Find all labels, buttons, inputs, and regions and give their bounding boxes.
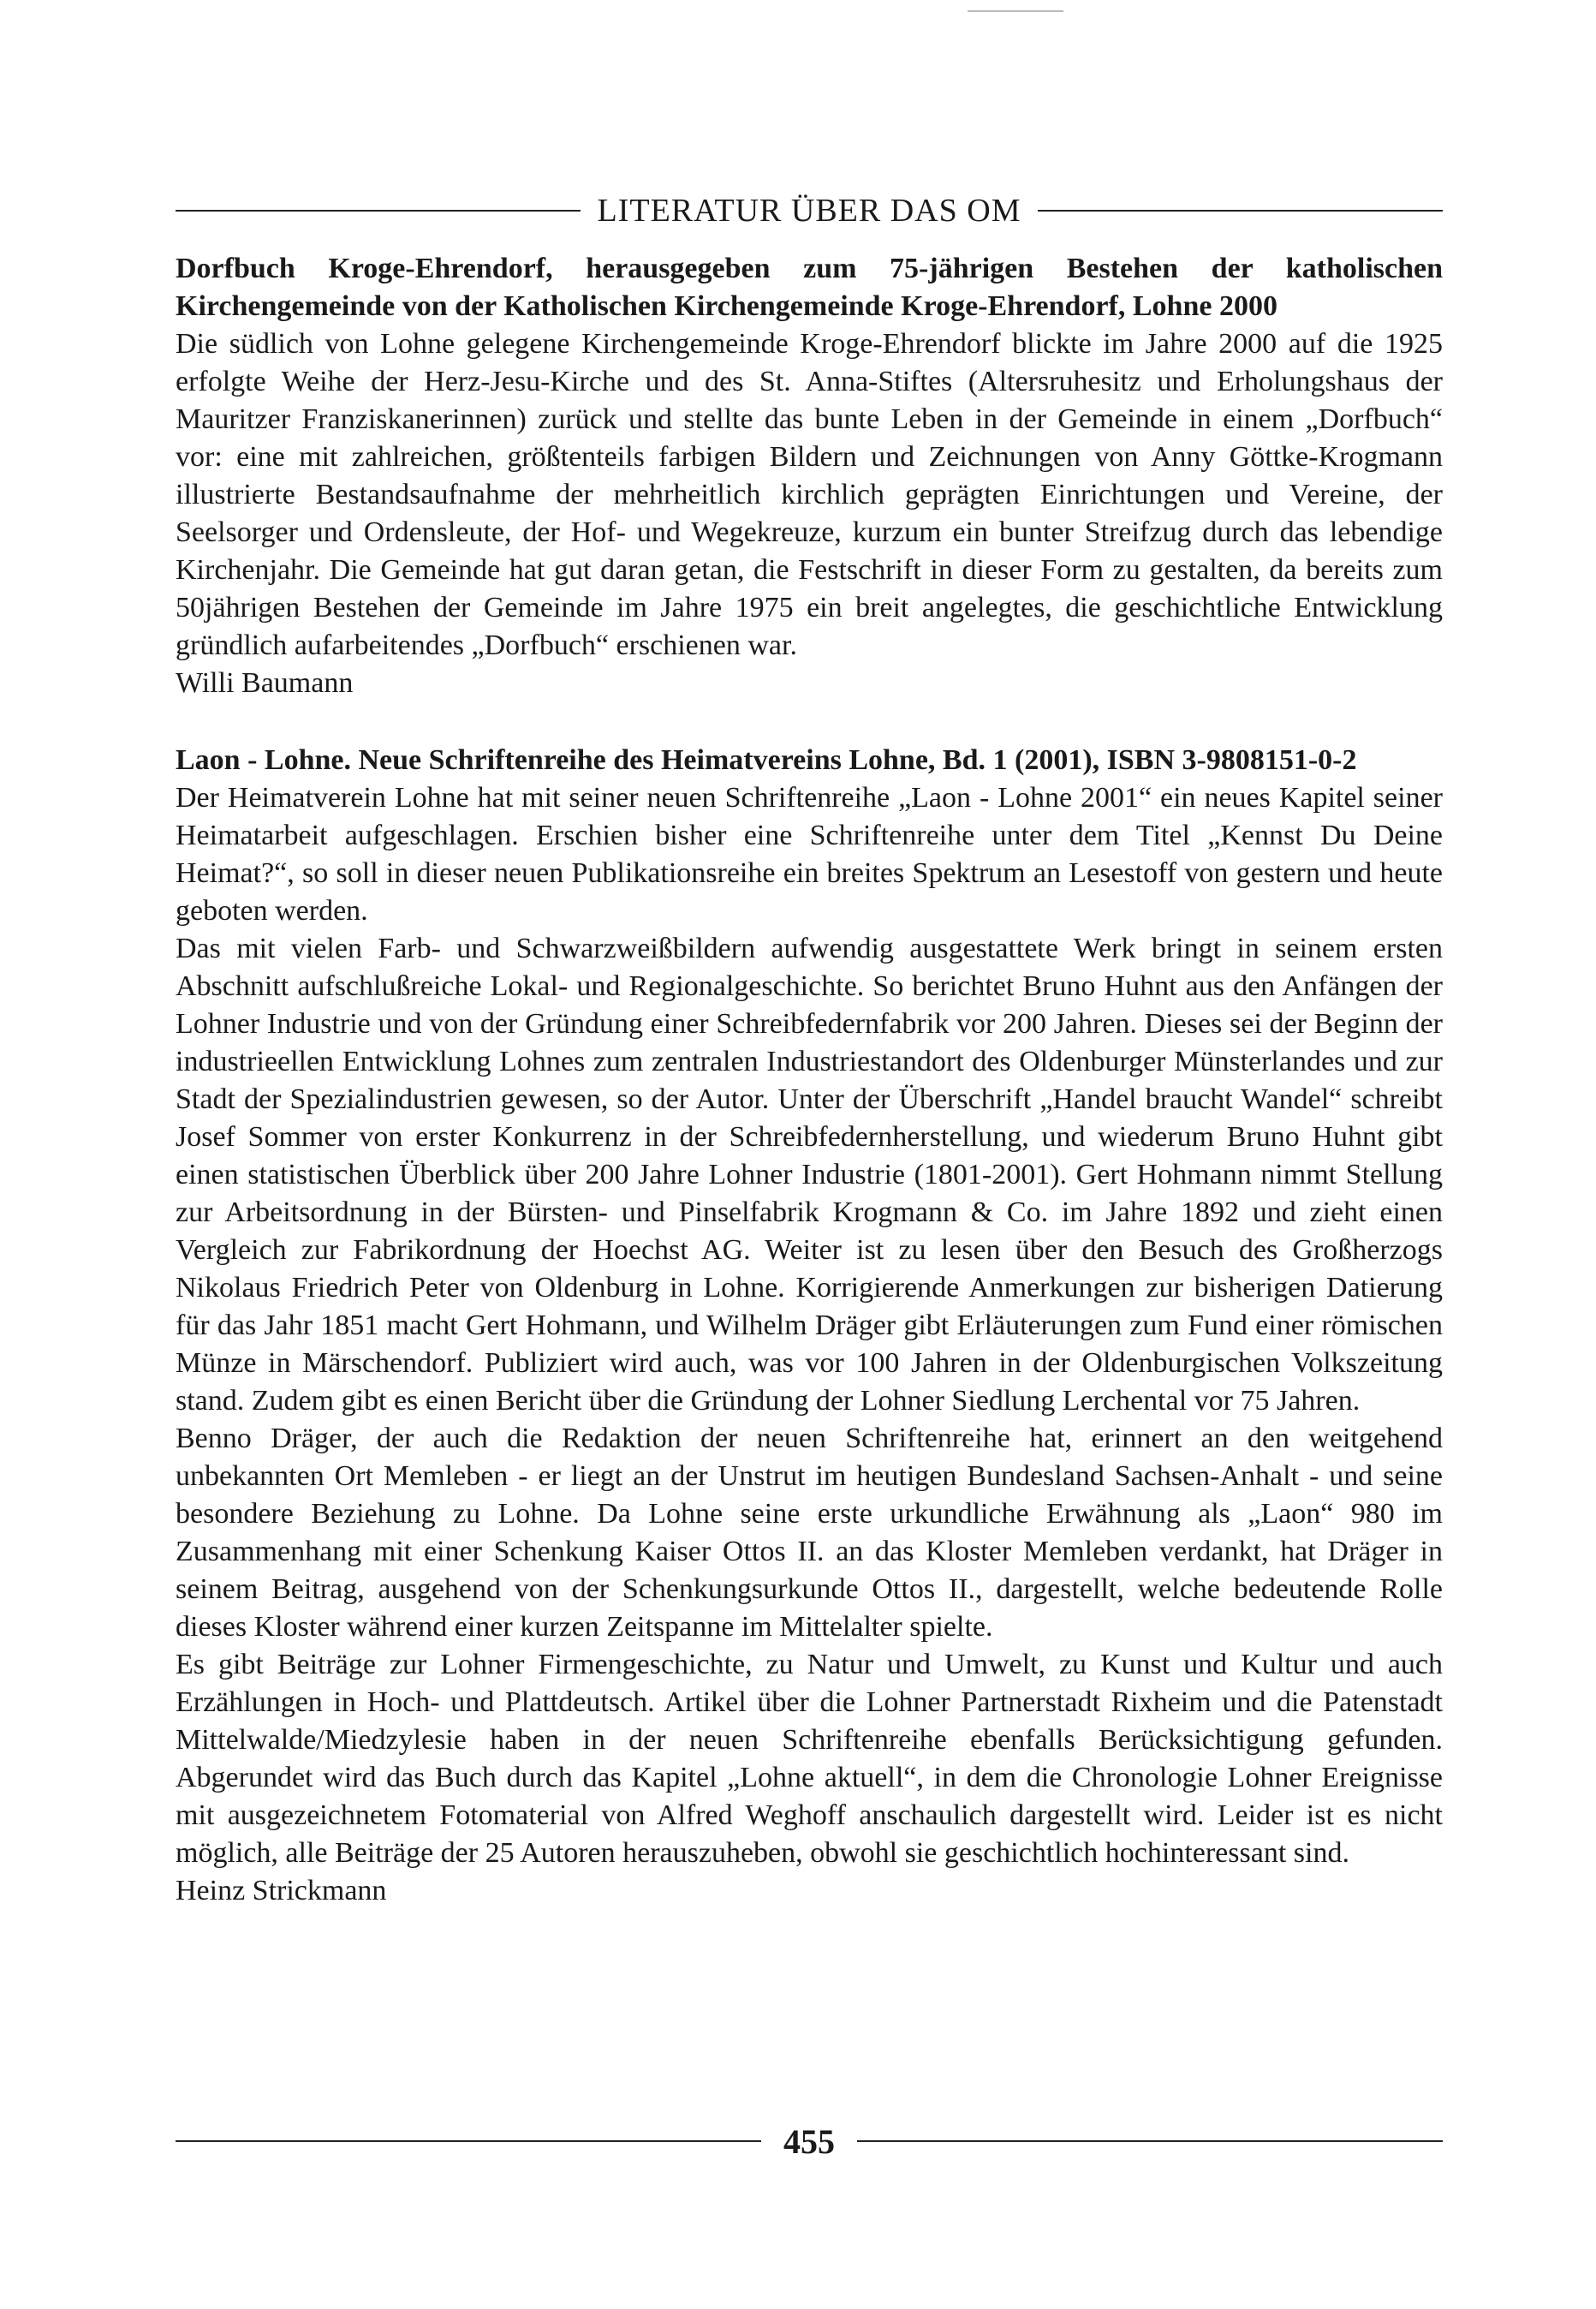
scan-top-mark <box>968 10 1063 12</box>
review-paragraph: Benno Dräger, der auch die Redaktion der neuen Schriftenreihe hat, erinnert an den weitgehend unbekannten Ort Memleben - er liegt an der Unstrut im heutigen Bundesland Sachsen-Anhalt - und seine besondere Beziehung zu Lohne. Da Lohne seine erste urkundliche Erwähnung als „Laon“ 980 im Zusammenhang mit einer Schenkung Kaiser Ottos II. an das Kloster Memleben verdankt, hat Dräger in seinem Beitrag, ausgehend von der Schenkungsurkunde Ottos II., dargestellt, welche bedeutende Rolle dieses Kloster während einer kurzen Zeitspanne im Mittelalter spielte. <box>176 1423 1443 1643</box>
running-header-title: LITERATUR ÜBER DAS OM <box>597 193 1021 229</box>
review-author: Heinz Strickmann <box>176 1875 387 1906</box>
review-entry <box>176 250 1443 702</box>
review-paragraph: Es gibt Beiträge zur Lohner Firmengeschichte, zu Natur und Umwelt, zu Kunst und Kultur und auch Erzählungen in Hoch- und Plattdeutsch. Artikel über die Lohner Partnerstadt Rixheim und die Patenstadt Mittelwalde/Miedzylesie haben in der neuen Schriftenreihe ebenfalls Berücksichtigung gefunden. Abgerundet wird das Buch durch das Kapitel „Lohne aktuell“, in dem die Chronologie Lohner Ereignisse mit ausgezeichnetem Fotomaterial von Alfred Weghoff anschaulich dargestellt wird. Leider ist es nicht möglich, alle Beiträge der 25 Autoren herauszuheben, obwohl sie geschichtlich hochinteressant sind. <box>176 1649 1443 1869</box>
page-footer <box>176 2115 1443 2167</box>
review-paragraph: Der Heimatverein Lohne hat mit seiner neuen Schriftenreihe „Laon - Lohne 2001“ ein neues Kapitel seiner Heimatarbeit aufgeschlagen. Erschien bisher eine Schriftenreihe unter dem Titel „Kennst Du Deine Heimat?“, so soll in dieser neuen Publikationsreihe ein breites Spektrum an Lesestoff von gestern und heute geboten werden. <box>176 782 1443 927</box>
review-title: Dorfbuch Kroge-Ehrendorf, herausgegeben zum 75-jährigen Bestehen der katholischen Kirchengemeinde von der Katholischen Kirchengemeinde Kroge-Ehrendorf, Lohne 2000 <box>176 253 1443 322</box>
footer-rule-left <box>176 2140 761 2142</box>
review-paragraph: Die südlich von Lohne gelegene Kirchengemeinde Kroge-Ehrendorf blickte im Jahre 2000 auf die 1925 erfolgte Weihe der Herz-Jesu-Kirche und des St. Anna-Stiftes (Altersruhesitz und Erholungshaus der Mauritzer Franziskanerinnen) zurück und stellte das bunte Leben in der Gemeinde in einem „Dorfbuch“ vor: eine mit zahlreichen, größtenteils farbigen Bildern und Zeichnungen von Anny Göttke-Krogmann illustrierte Bestandsaufnahme der mehrheitlich kirchlich geprägten Einrichtungen und Vereine, der Seelsorger und Ordensleute, der Hof- und Wegekreuze, kurzum ein bunter Streifzug durch das lebendige Kirchenjahr. Die Gemeinde hat gut daran getan, die Festschrift in dieser Form zu gestalten, da bereits zum 50jährigen Bestehen der Gemeinde im Jahre 1975 ein breit angelegtes, die geschichtliche Entwicklung gründlich aufarbeitendes „Dorfbuch“ erschienen war. <box>176 328 1443 661</box>
review-paragraph: Das mit vielen Farb- und Schwarzweißbildern aufwendig ausgestattete Werk bringt in seinem ersten Abschnitt aufschlußreiche Lokal- und Regionalgeschichte. So berichtet Bruno Huhnt aus den Anfängen der Lohner Industrie und von der Gründung einer Schreibfedernfabrik vor 200 Jahren. Dieses sei der Beginn der industrieellen Entwicklung Lohnes zum zentralen Industriestandort des Oldenburger Münsterlandes und zur Stadt der Spezialindustrien gewesen, so der Autor. Unter der Überschrift „Handel braucht Wandel“ schreibt Josef Sommer von erster Konkurrenz in der Schreibfedernherstellung, und wiederum Bruno Huhnt gibt einen statistischen Überblick über 200 Jahre Lohner Industrie (1801-2001). Gert Hohmann nimmt Stellung zur Arbeitsordnung in der Bürsten- und Pinselfabrik Krogmann & Co. im Jahre 1892 und zieht einen Vergleich zur Fabrikordnung der Hoechst AG. Weiter ist zu lesen über den Besuch des Großherzogs Nikolaus Friedrich Peter von Oldenburg in Lohne. Korrigierende Anmerkungen zur bisherigen Datierung für das Jahr 1851 macht Gert Hohmann, und Wilhelm Dräger gibt Erläuterungen zum Fund einer römischen Münze in Märschendorf. Publiziert wird auch, was vor 100 Jahren in der Oldenburgischen Volkszeitung stand. Zudem gibt es einen Bericht über die Gründung der Lohner Siedlung Lerchental vor 75 Jahren. <box>176 933 1443 1417</box>
review-entry <box>176 742 1443 1910</box>
review-title: Laon - Lohne. Neue Schriftenreihe des Heimatvereins Lohne, Bd. 1 (2001), ISBN 3-9808151-0-2 <box>176 744 1357 776</box>
header-rule-left <box>176 210 581 212</box>
running-header <box>176 185 1443 236</box>
page-body <box>176 250 1443 1910</box>
footer-rule-right <box>857 2140 1443 2142</box>
header-rule-right <box>1038 210 1443 212</box>
page-number: 455 <box>783 2121 835 2161</box>
review-author: Willi Baumann <box>176 667 354 699</box>
